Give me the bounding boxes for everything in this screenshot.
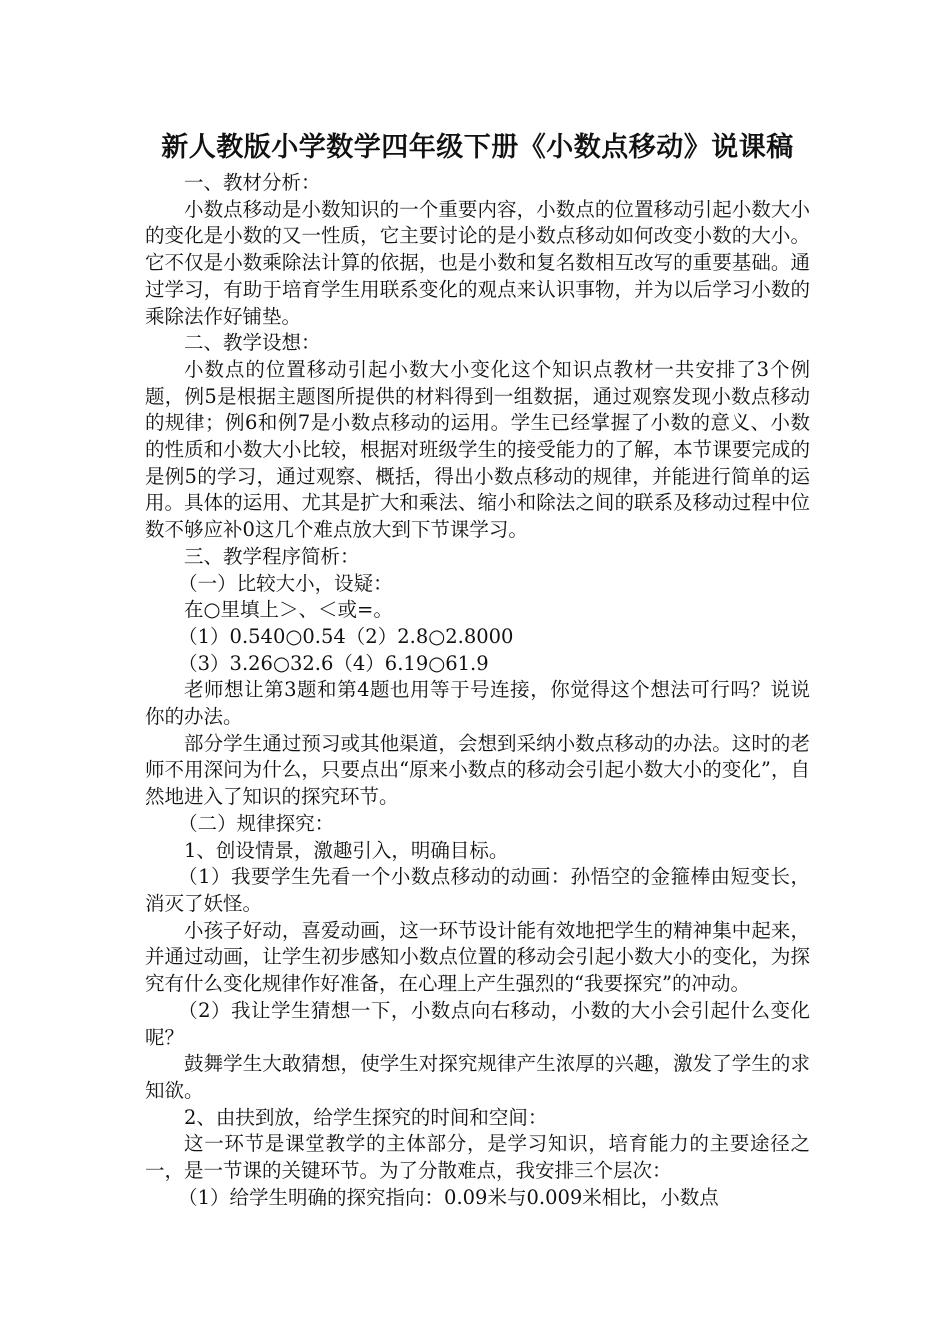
section-heading: 三、教学程序简析：	[184, 544, 360, 568]
paragraph: （1）给学生明确的探究指向：0.09米与0.009米相比，小数点	[178, 1185, 719, 1209]
subsection-heading: （二）规律探究：	[178, 811, 335, 835]
exercise-line: （1）0.540○0.54（2）2.8○2.8000	[178, 624, 514, 648]
subsection-heading: （一）比较大小，设疑：	[178, 571, 393, 595]
paragraph: 鼓舞学生大敢猜想，使学生对探究规律产生浓厚的兴趣，激发了学生的求知欲。	[145, 1052, 810, 1102]
document-title: 新人教版小学数学四年级下册《小数点移动》说课稿	[161, 132, 794, 163]
paragraph: 在○里填上＞、＜或=。	[184, 598, 393, 622]
document-body	[145, 170, 810, 1211]
paragraph: 小数点移动是小数知识的一个重要内容，小数点的位置移动引起小数大小的变化是小数的又一性质，它主要讨论的是小数点移动如何改变小数的大小。它不仅是小数乘除法计算的依据，也是小数和复名数相互改写的重要基础。通过学习，有助于培育学生用联系变化的观点来认识事物，并为以后学习小数的乘除法作好铺垫。	[145, 197, 810, 328]
exercise-line: （3）3.26○32.6（4）6.19○61.9	[178, 651, 489, 675]
paragraph: 老师想让第3题和第4题也用等于号连接，你觉得这个想法可行吗？说说你的办法。	[145, 678, 810, 729]
section-heading: 二、教学设想：	[184, 331, 321, 355]
paragraph: 小数点的位置移动引起小数大小变化这个知识点教材一共安排了3个例题，例5是根据主题图所提供的材料得到一组数据，通过观察发现小数点移动的规律；例6和例7是小数点移动的运用。学生已经掌握了小数的意义、小数的性质和小数大小比较，根据对班级学生的接受能力的了解，本节课要完成的是例5的学习，通过观察、概括，得出小数点移动的规律，并能进行简单的运用。具体的运用、尤其是扩大和乘法、缩小和除法之间的联系及移动过程中位数不够应补0这几个难点放大到下节课学习。	[145, 357, 810, 542]
paragraph: 这一环节是课堂教学的主体部分，是学习知识，培育能力的主要途径之一，是一节课的关键环节。为了分散难点，我安排三个层次：	[145, 1132, 810, 1183]
paragraph: 1、创设情景，激趣引入，明确目标。	[184, 838, 509, 862]
paragraph: 2、由扶到放，给学生探究的时间和空间：	[184, 1105, 548, 1129]
paragraph: （1）我要学生先看一个小数点移动的动画：孙悟空的金箍棒由短变长，消灭了妖怪。	[145, 865, 810, 915]
paragraph: 部分学生通过预习或其他渠道，会想到采纳小数点移动的办法。这时的老师不用深问为什么，只要点出“原来小数点的移动会引起小数大小的变化”，自然地进入了知识的探究环节。	[145, 731, 810, 809]
paragraph: 小孩子好动，喜爱动画，这一环节设计能有效地把学生的精神集中起来，并通过动画，让学生初步感知小数点位置的移动会引起小数大小的变化，为探究有什么变化规律作好准备，在心理上产生强烈的“我要探究”的冲动。	[145, 918, 810, 996]
section-heading: 一、教材分析：	[184, 171, 321, 194]
paragraph: （2）我让学生猜想一下，小数点向右移动，小数的大小会引起什么变化呢？	[145, 998, 810, 1049]
